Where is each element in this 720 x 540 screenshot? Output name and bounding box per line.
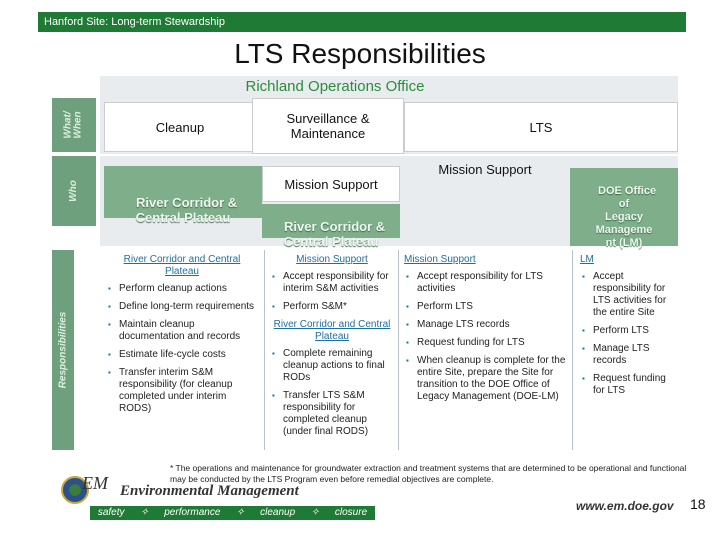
column-surveillance	[270, 254, 394, 444]
column-heading: River Corridor and Central Plateau	[123, 254, 241, 277]
phase-lts-label: LTS	[529, 119, 553, 135]
list-item: ▪ Request funding for LTS	[404, 337, 568, 349]
header-bar-text: Hanford Site: Long-term Stewardship	[44, 16, 225, 28]
who-river-corridor-label: River Corridor & Central Plateau	[135, 195, 238, 225]
column-heading: LM	[580, 254, 594, 265]
list-item: ▪ Perform LTS	[580, 325, 676, 337]
list-item: ▪ Request funding for LTS	[580, 373, 676, 397]
column-lts-lm	[580, 254, 676, 403]
column-heading: Mission Support	[296, 254, 368, 265]
who-river-corridor	[104, 166, 262, 225]
list-item: ▪ Estimate life-cycle costs	[106, 349, 258, 361]
list-item: ▪ Manage LTS records	[404, 319, 568, 331]
tab-who	[52, 156, 96, 226]
slogan-bar	[90, 506, 375, 520]
list-item: ▪ When cleanup is complete for the entire Site, prepare the Site for transition to the DOE Office of Legacy Management (DOE-LM)	[404, 355, 568, 403]
list-item: ▪ Perform cleanup actions	[106, 283, 258, 295]
column-heading: Mission Support	[404, 254, 476, 265]
who-doe-lm	[570, 168, 678, 249]
phase-cleanup-label: Cleanup	[155, 119, 205, 135]
list-item: ▪ Define long-term requirements	[106, 301, 258, 313]
who-mission-support-2	[400, 162, 570, 198]
website-url[interactable]: www.em.doe.gov	[576, 499, 674, 513]
slogan-word: cleanup	[260, 507, 296, 518]
tab-what-when-label: What/ When	[63, 111, 84, 139]
who-mission-support-2-label: Mission Support	[438, 162, 532, 177]
who-mission-support-1	[262, 166, 400, 202]
em-letters: EM	[82, 473, 108, 493]
tab-what-when	[52, 98, 96, 152]
who-river-corridor-2	[262, 204, 400, 249]
tab-responsibilities-label: Responsibilities	[57, 311, 68, 389]
phase-surveillance	[252, 98, 404, 154]
page-title: LTS Responsibilities	[234, 38, 486, 69]
tab-who-label: Who	[68, 180, 79, 202]
slogan-word: safety	[97, 507, 125, 518]
list-item: ▪ Transfer interim S&M responsibility (for cleanup completed under interim RODS)	[106, 367, 258, 415]
header-bar	[38, 12, 686, 32]
diamond-icon: ✧	[140, 507, 149, 518]
slogan-word: performance	[164, 507, 221, 518]
list-item: ▪ Maintain cleanup documentation and records	[106, 319, 258, 343]
phase-surveillance-label: Surveillance & Maintenance	[286, 111, 370, 141]
column-cleanup	[106, 254, 258, 421]
list-item: ▪ Perform LTS	[404, 301, 568, 313]
list-item: ▪ Perform S&M*	[270, 301, 394, 313]
office-label: Richland Operations Office	[245, 78, 425, 95]
phase-cleanup	[104, 102, 256, 152]
column-divider	[398, 250, 399, 450]
who-mission-support-1-label: Mission Support	[284, 176, 378, 192]
list-item: ▪ Complete remaining cleanup actions to final RODs	[270, 348, 394, 384]
column-divider	[264, 250, 265, 450]
column-heading: River Corridor and Central Plateau	[273, 319, 391, 342]
diamond-icon: ✧	[236, 507, 245, 518]
list-item: ▪ Accept responsibility for interim S&M activities	[270, 271, 394, 295]
footnote: * The operations and maintenance for groundwater extraction and treatment systems that are determined to be operational and functional may be conducted by the LTS Program even before remedial objectives are complete.	[170, 463, 687, 484]
em-name: Environmental Management	[120, 483, 299, 499]
column-lts-mission-support	[404, 254, 568, 409]
list-item: ▪ Accept responsibility for LTS activities for the entire Site	[580, 271, 676, 319]
slogan-word: closure	[334, 507, 368, 518]
who-river-corridor-2-label: River Corridor & Central Plateau	[283, 219, 386, 249]
page-number: 18	[690, 496, 706, 512]
list-item: ▪ Transfer LTS S&M responsibility for completed cleanup (under final RODS)	[270, 390, 394, 438]
column-divider	[572, 250, 573, 450]
list-item: ▪ Accept responsibility for LTS activities	[404, 271, 568, 295]
list-item: ▪ Manage LTS records	[580, 343, 676, 367]
diamond-icon: ✧	[310, 507, 320, 518]
who-doe-lm-label: DOE Office of Legacy Manageme nt (LM)	[595, 185, 657, 249]
tab-responsibilities	[52, 250, 74, 450]
phase-lts	[404, 102, 678, 152]
